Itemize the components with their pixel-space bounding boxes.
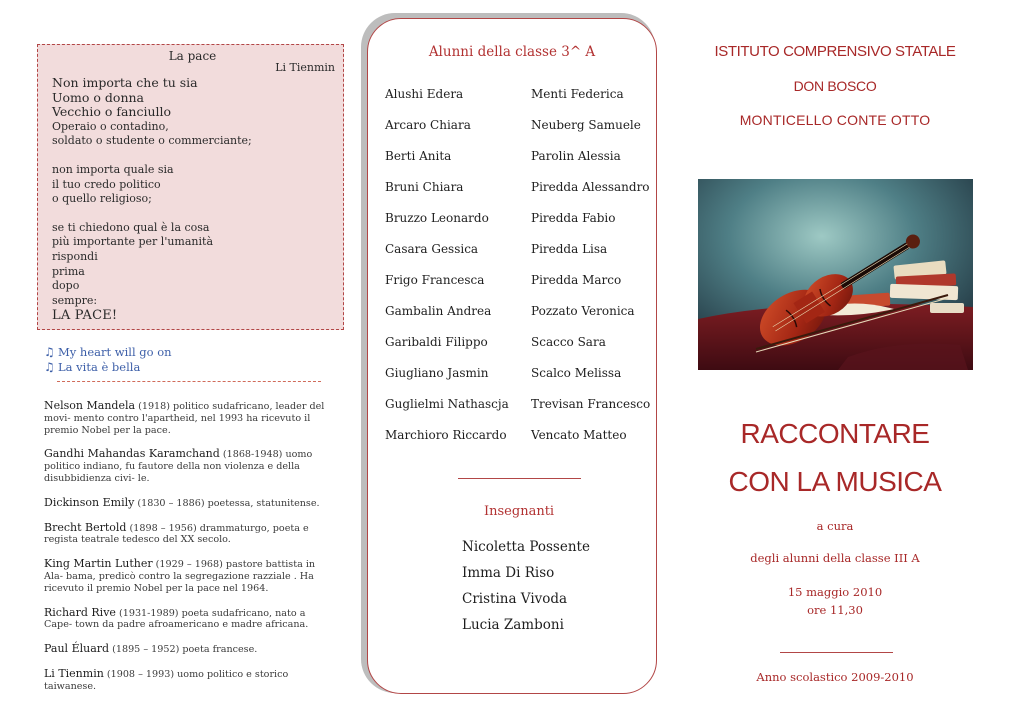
bio-entry xyxy=(44,448,334,484)
bio-name: Richard Rive xyxy=(44,605,116,619)
bio-entry xyxy=(44,400,334,436)
cover-title-line-1: RACCONTARE xyxy=(740,418,930,449)
poem-box xyxy=(37,44,344,330)
poem-line: o quello religioso; xyxy=(52,192,152,206)
bio-text: (1918) politico sudafricano, leader del movi- mento contro l'apartheid, nel 1993 ha ricevuto il premio Nobel per la pace. xyxy=(44,401,325,436)
song-item xyxy=(44,359,334,374)
cover-cura: a cura xyxy=(816,519,854,533)
poem-line: Uomo o donna xyxy=(52,89,144,105)
section-divider xyxy=(780,652,893,653)
school-name: ISTITUTO COMPRENSIVO STATALE xyxy=(714,43,956,60)
student-name: Garibaldi Filippo xyxy=(385,335,488,349)
student-name: Piredda Lisa xyxy=(531,242,608,256)
student-name: Piredda Fabio xyxy=(531,211,616,225)
student-name: Scalco Melissa xyxy=(531,366,622,380)
song-list xyxy=(44,344,334,374)
student-name: Guglielmi Nathascja xyxy=(385,397,509,411)
music-note-icon: ♫ xyxy=(44,359,55,374)
student-name: Giugliano Jasmin xyxy=(385,366,489,380)
poem-line: se ti chiedono qual è la cosa xyxy=(52,220,210,234)
student-name: Pozzato Veronica xyxy=(531,304,635,318)
section-divider xyxy=(57,381,321,382)
poem-stanza-2 xyxy=(52,163,333,207)
song-title: My heart will go on xyxy=(58,344,172,359)
bio-name: Paul Éluard xyxy=(44,642,110,656)
poem-title: La pace xyxy=(168,49,217,63)
bio-name: Dickinson Emily xyxy=(44,495,135,509)
poem-line: Vecchio o fanciullo xyxy=(52,104,172,120)
bio-list xyxy=(44,400,334,705)
bio-text: (1830 – 1886) poetessa, statunitense. xyxy=(134,497,320,509)
teacher-name: Imma Di Riso xyxy=(462,565,555,581)
bio-text: (1868-1948) uomo politico indiano, fu fautore della non violenza e della disubbidienza civi- le. xyxy=(44,449,313,484)
student-name: Parolin Alessia xyxy=(531,149,621,163)
violin-painting-image xyxy=(698,179,973,370)
bio-text: (1929 – 1968) pastore battista in Ala- bama, predicò contro la segregazione razziale . Ha ricevuto il premio Nobel per la pace nel 1964. xyxy=(44,559,316,594)
event-date: 15 maggio 2010 xyxy=(787,585,883,599)
school-year: Anno scolastico 2009-2010 xyxy=(756,670,914,684)
teacher-name: Lucia Zamboni xyxy=(462,617,564,633)
student-name: Neuberg Samuele xyxy=(531,118,641,132)
teacher-name: Nicoletta Possente xyxy=(462,539,590,555)
poem-line: Non importa che tu sia xyxy=(52,75,198,90)
bio-entry xyxy=(44,668,334,693)
bio-entry xyxy=(44,522,334,547)
student-name: Bruni Chiara xyxy=(385,180,464,194)
student-name: Scacco Sara xyxy=(531,335,606,349)
poem-line: Operaio o contadino, xyxy=(52,119,169,133)
bio-entry xyxy=(44,497,334,510)
poem-stanza-1 xyxy=(52,76,333,149)
student-name: Arcaro Chiara xyxy=(385,118,471,132)
student-name: Frigo Francesca xyxy=(385,273,485,287)
teachers-title: Insegnanti xyxy=(484,504,555,519)
bio-text: (1895 – 1952) poeta francese. xyxy=(109,644,258,656)
bio-name: Nelson Mandela xyxy=(44,399,136,412)
school-location: MONTICELLO CONTE OTTO xyxy=(739,112,931,128)
bio-text: (1898 – 1956) drammaturgo, poeta e regista teatrale tedesco del XX secolo. xyxy=(44,522,309,546)
bio-entry xyxy=(44,558,334,594)
class-panel xyxy=(367,18,657,694)
music-note-icon: ♫ xyxy=(44,344,55,359)
event-time: ore 11,30 xyxy=(807,603,863,617)
poem-line: non importa quale sia xyxy=(52,162,174,176)
student-name: Gambalin Andrea xyxy=(385,304,492,318)
poem-stanza-3 xyxy=(52,221,333,325)
poem-line: soldato o studente o commerciante; xyxy=(52,134,252,148)
bio-entry xyxy=(44,643,334,656)
student-name: Menti Federica xyxy=(531,87,624,101)
bio-text: (1931-1989) poeta sudafricano, nato a Cape- town da padre afroamericano e madre africana. xyxy=(44,607,309,631)
cover-class: degli alunni della classe III A xyxy=(750,551,920,565)
section-divider xyxy=(458,478,581,479)
poem-line: dopo xyxy=(52,279,80,293)
bio-text: (1908 – 1993) uomo politico e storico taiwanese. xyxy=(44,668,289,692)
student-name: Bruzzo Leonardo xyxy=(385,211,489,225)
bio-name: Li Tienmin xyxy=(44,666,104,680)
poem-line: più importante per l'umanità xyxy=(52,235,214,249)
bio-name: King Martin Luther xyxy=(44,557,153,571)
poem-author: Li Tienmin xyxy=(275,61,335,74)
cover-title-line-2: CON LA MUSICA xyxy=(728,466,942,497)
song-item xyxy=(44,344,334,359)
student-name: Casara Gessica xyxy=(385,242,479,256)
student-name: Piredda Alessandro xyxy=(531,180,650,194)
poem-line: prima xyxy=(52,264,85,278)
bio-name: Brecht Bertold xyxy=(44,520,127,534)
student-name: Trevisan Francesco xyxy=(531,397,651,411)
song-title: La vita è bella xyxy=(58,359,141,374)
poem-line: sempre: xyxy=(52,293,98,307)
class-list-title: Alunni della classe 3^ A xyxy=(428,44,596,60)
teacher-list xyxy=(462,539,590,643)
student-name: Marchioro Riccardo xyxy=(385,428,507,442)
student-name: Piredda Marco xyxy=(531,273,622,287)
student-name: Vencato Matteo xyxy=(531,428,627,442)
teacher-name: Cristina Vivoda xyxy=(462,591,568,607)
poem-line: il tuo credo politico xyxy=(52,177,161,191)
bio-name: Gandhi Mahandas Karamchand xyxy=(44,447,220,461)
student-column-2 xyxy=(531,87,650,459)
student-column-1 xyxy=(385,87,509,459)
poem-line: rispondi xyxy=(52,249,98,263)
school-subtitle: DON BOSCO xyxy=(793,78,877,94)
student-name: Berti Anita xyxy=(385,149,452,163)
bio-entry xyxy=(44,607,334,632)
student-name: Alushi Edera xyxy=(385,87,464,101)
poem-final-line: LA PACE! xyxy=(52,308,118,324)
